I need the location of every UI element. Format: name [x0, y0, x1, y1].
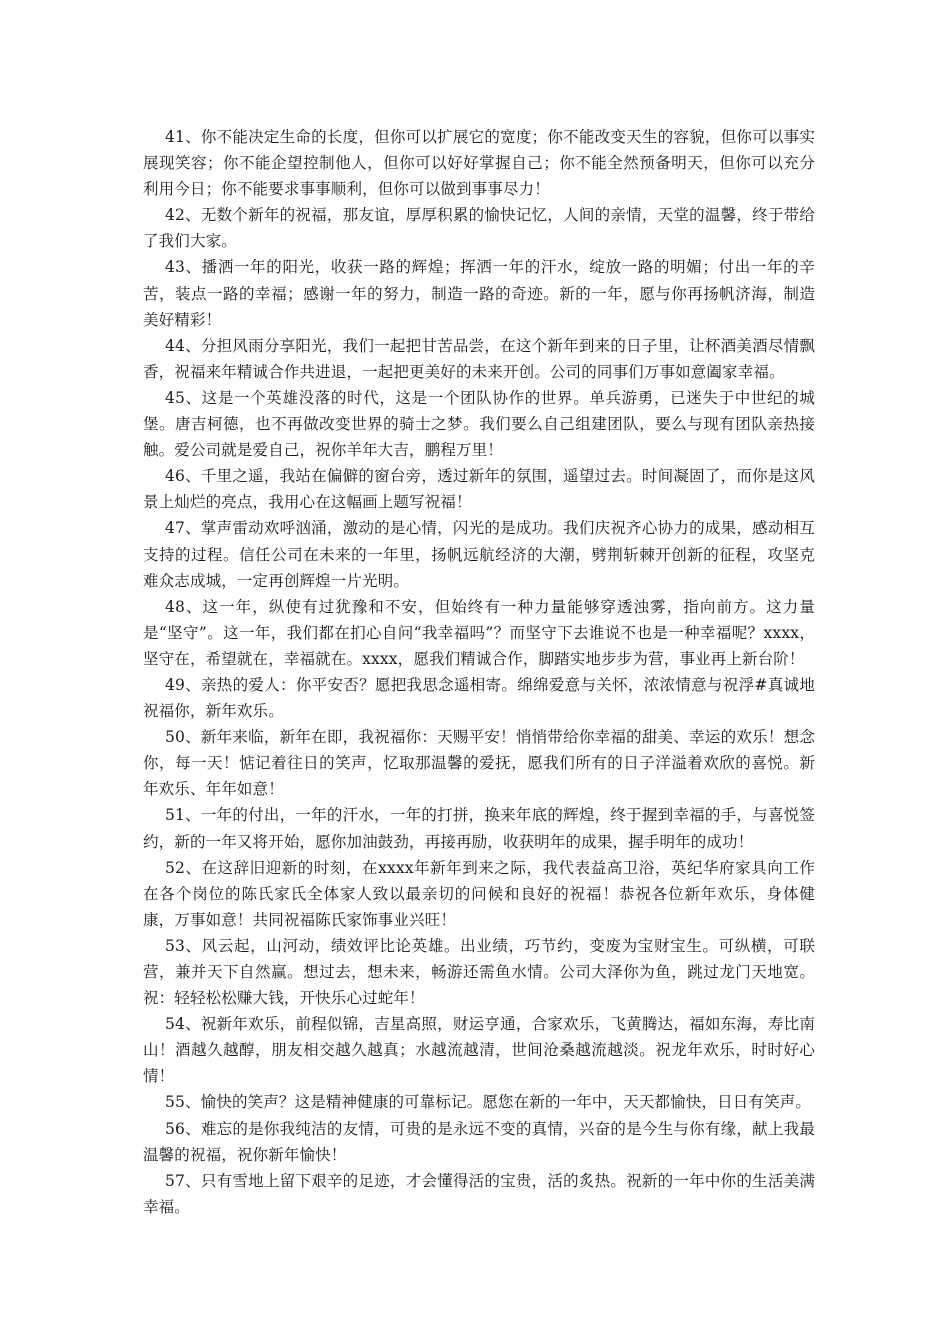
paragraph-51: 51、一年的付出，一年的汗水，一年的打拼，换来年底的辉煌，终于握到幸福的手，与喜悦签约，新的一年又将开始，愿你加油鼓劲，再接再励，收获明年的成果，握手明年的成功！: [143, 806, 815, 851]
paragraph-56: 56、难忘的是你我纯洁的友情，可贵的是永远不变的真情，兴奋的是今生与你有缘，献上我最温馨的祝福，祝你新年愉快！: [143, 1119, 815, 1164]
paragraph-43: 43、播洒一年的阳光，收获一路的辉煌；挥洒一年的汗水，绽放一路的明媚；付出一年的辛苦，装点一路的幸福；感谢一年的努力，制造一路的奇迹。新的一年，愿与你再扬帆济海，制造美好精彩！: [143, 258, 815, 329]
paragraph-50: 50、新年来临，新年在即，我祝福你：天赐平安！悄悄带给你幸福的甜美、幸运的欢乐！想念你，每一天！惦记着往日的笑声，忆取那温馨的爱抚，愿我们所有的日子洋溢着欢欣的喜悦。新年欢乐、年年如意！: [143, 728, 815, 799]
paragraph-41: 41、你不能决定生命的长度，但你可以扩展它的宽度；你不能改变天生的容貌，但你可以事实展现笑容；你不能企望控制他人，但你可以好好掌握自己；你不能全然预备明天，但你可以充分利用今日；你不能要求事事顺利，但你可以做到事事尽力！: [143, 128, 815, 199]
paragraph-48: 48、这一年，纵使有过犹豫和不安，但始终有一种力量能够穿透浊雾，指向前方。这力量是“坚守”。这一年，我们都在扪心自问“我幸福吗”？而坚守下去谁说不也是一种幸福呢？xxxx，坚守在，希望就在，幸福就在。xxxx，愿我们精诚合作，脚踏实地步步为营，事业再上新台阶！: [143, 597, 815, 668]
paragraph-52: 52、在这辞旧迎新的时刻，在xxxx年新年到来之际，我代表益高卫浴，英纪华府家具向工作在各个岗位的陈氏家氏全体家人致以最亲切的问候和良好的祝福！恭祝各位新年欢乐，身体健康，万事如意！共同祝福陈氏家饰事业兴旺！: [143, 858, 815, 929]
paragraph-47: 47、掌声雷动欢呼汹涌，激动的是心情，闪光的是成功。我们庆祝齐心协力的成果，感动相互支持的过程。信任公司在未来的一年里，扬帆远航经济的大潮，劈荆斩棘开创新的征程，攻坚克难众志成城，一定再创辉煌一片光明。: [143, 519, 815, 590]
paragraph-42: 42、无数个新年的祝福，那友谊，厚厚积累的愉快记忆，人间的亲情，天堂的温馨，终于带给了我们大家。: [143, 206, 815, 251]
paragraph-53: 53、风云起，山河动，绩效评比论英雄。出业绩，巧节约，变废为宝财宝生。可纵横，可联营，兼并天下自然赢。想过去，想未来，畅游还需鱼水情。公司大泽你为鱼，跳过龙门天地宽。祝：轻轻松松赚大钱，开快乐心过蛇年！: [143, 936, 815, 1008]
document-body: [143, 124, 815, 1220]
paragraph-49: 49、亲热的爱人：你平安否？愿把我思念遥相寄。绵绵爱意与关怀，浓浓情意与祝浮#真诚地祝福你，新年欢乐。: [143, 675, 815, 721]
paragraph-55: 55、愉快的笑声？这是精神健康的可靠标记。愿您在新的一年中，天天都愉快，日日有笑声。: [165, 1093, 812, 1112]
paragraph-44: 44、分担风雨分享阳光，我们一起把甘苦品尝，在这个新年到来的日子里，让杯酒美酒尽情飘香，祝福来年精诚合作共进退，一起把更美好的未来开创。公司的同事们万事如意阖家幸福。: [143, 336, 815, 381]
paragraph-45: 45、这是一个英雄没落的时代，这是一个团队协作的世界。单兵游勇，已迷失于中世纪的城堡。唐吉柯德，也不再做改变世界的骑士之梦。我们要么自己组建团队，要么与现有团队亲热接触。爱公司就是爱自己，祝你羊年大吉，鹏程万里！: [143, 388, 815, 460]
paragraph-57: 57、只有雪地上留下艰辛的足迹，才会懂得活的宝贵，活的炙热。祝新的一年中你的生活美满幸福。: [143, 1171, 815, 1216]
paragraph-54: 54、祝新年欢乐，前程似锦，吉星高照，财运亨通，合家欢乐，飞黄腾达，福如东海，寿比南山！酒越久越醇，朋友相交越久越真；水越流越清，世间沧桑越流越淡。祝龙年欢乐，时时好心情！: [143, 1015, 815, 1086]
paragraph-46: 46、千里之遥，我站在偏僻的窗台旁，透过新年的氛围，遥望过去。时间凝固了，而你是这风景上灿烂的亮点，我用心在这幅画上题写祝福！: [143, 467, 815, 512]
